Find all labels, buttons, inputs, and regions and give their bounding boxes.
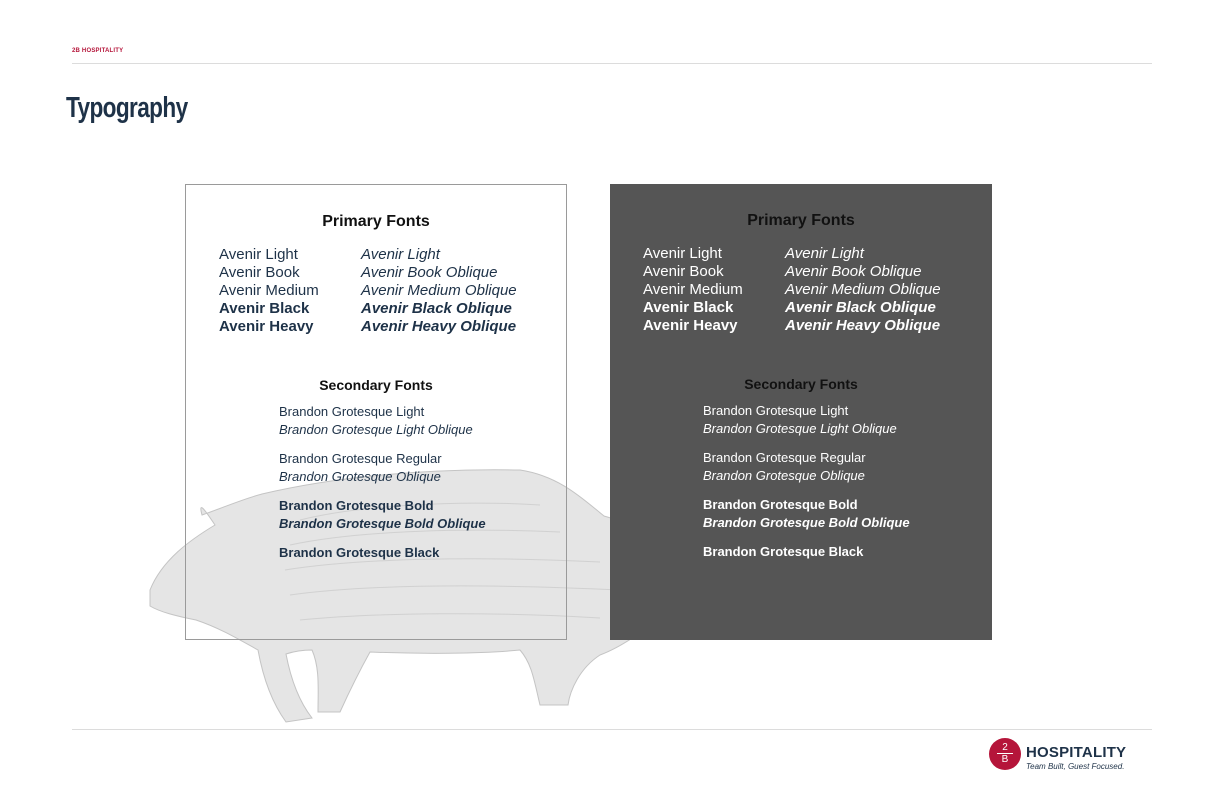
primary-fonts-oblique-list — [361, 246, 517, 336]
font-sample: Brandon Grotesque Regular — [279, 451, 442, 466]
footer-divider — [72, 729, 1152, 730]
primary-fonts-regular-list — [643, 245, 743, 335]
font-sample: Avenir Medium — [219, 282, 319, 299]
secondary-fonts-list — [703, 402, 910, 561]
font-sample: Brandon Grotesque Bold Oblique — [703, 515, 910, 530]
font-sample: Brandon Grotesque Bold Oblique — [279, 516, 486, 531]
font-sample: Avenir Book — [219, 264, 300, 281]
page-title: Typography — [66, 92, 188, 124]
font-sample: Brandon Grotesque Black — [703, 544, 864, 559]
secondary-fonts-heading: Secondary Fonts — [744, 376, 858, 392]
font-sample: Brandon Grotesque Bold — [703, 497, 858, 512]
font-sample: Avenir Medium — [643, 281, 743, 298]
font-sample: Avenir Black Oblique — [361, 300, 512, 317]
font-sample: Brandon Grotesque Oblique — [703, 468, 865, 483]
font-sample: Avenir Light — [219, 246, 298, 263]
secondary-fonts-heading: Secondary Fonts — [319, 377, 433, 393]
font-sample: Avenir Heavy — [643, 317, 738, 334]
header-brand-tag: 2B HOSPITALITY — [72, 48, 124, 54]
font-sample: Avenir Black Oblique — [785, 299, 936, 316]
typography-panel-dark — [610, 184, 992, 640]
logo-mark-icon — [989, 738, 1021, 770]
font-sample: Avenir Medium Oblique — [785, 281, 941, 298]
font-sample: Avenir Black — [219, 300, 310, 317]
logo-wordmark: HOSPITALITY — [1026, 744, 1127, 761]
font-sample: Avenir Heavy — [219, 318, 314, 335]
font-sample: Avenir Light — [361, 246, 440, 263]
font-sample: Brandon Grotesque Light Oblique — [279, 422, 473, 437]
font-sample: Brandon Grotesque Black — [279, 545, 440, 560]
logo-mark-bottom: B — [1001, 754, 1009, 765]
secondary-fonts-list — [279, 403, 486, 562]
font-sample: Avenir Book Oblique — [785, 263, 922, 280]
font-sample: Brandon Grotesque Regular — [703, 450, 866, 465]
primary-fonts-heading: Primary Fonts — [322, 213, 430, 230]
font-sample: Avenir Book — [643, 263, 724, 280]
typography-panel-light — [185, 184, 567, 640]
font-sample: Brandon Grotesque Oblique — [279, 469, 441, 484]
font-sample: Avenir Medium Oblique — [361, 282, 517, 299]
font-sample: Avenir Light — [785, 245, 864, 262]
font-sample: Avenir Book Oblique — [361, 264, 498, 281]
font-sample: Avenir Light — [643, 245, 722, 262]
font-sample: Avenir Black — [643, 299, 734, 316]
font-sample: Brandon Grotesque Bold — [279, 498, 434, 513]
logo-mark-top: 2 — [1002, 742, 1008, 753]
font-sample: Brandon Grotesque Light Oblique — [703, 421, 897, 436]
font-sample: Avenir Heavy Oblique — [785, 317, 941, 334]
font-sample: Brandon Grotesque Light — [279, 404, 425, 419]
primary-fonts-heading: Primary Fonts — [747, 212, 855, 229]
font-sample: Avenir Heavy Oblique — [361, 318, 517, 335]
primary-fonts-oblique-list — [785, 245, 941, 335]
font-sample: Brandon Grotesque Light — [703, 403, 849, 418]
primary-fonts-regular-list — [219, 246, 319, 336]
logo-tagline: Team Built, Guest Focused. — [1026, 762, 1125, 771]
